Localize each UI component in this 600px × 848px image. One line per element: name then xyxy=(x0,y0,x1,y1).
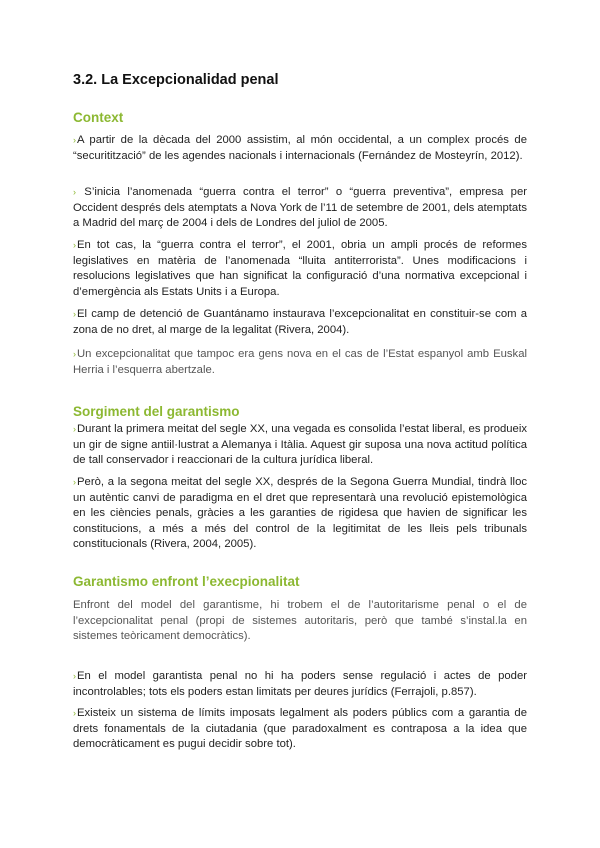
bullet-arrow-icon: › xyxy=(73,671,76,681)
bullet-arrow-icon: › xyxy=(73,424,76,434)
bullet-arrow-icon: › xyxy=(73,135,76,145)
paragraph: › S’inicia l’anomenada “guerra contra el terror” o “guerra preventiva”, empresa per Occident després dels atemptats a Nova York de l’11 de setembre de 2001, dels atemptats a Madrid del març de 2004 i dels de Londres del juliol de 2005. xyxy=(73,186,527,230)
bullet-arrow-icon: › xyxy=(73,708,76,718)
paragraph: ›El camp de detenció de Guantánamo instaurava l’excepcionalitat en constituir-se com a zona de no dret, al marge de la legalitat (Rivera, 2004). xyxy=(73,308,527,336)
bullet-arrow-icon: › xyxy=(73,477,76,487)
intro-paragraph: Enfront del model del garantisme, hi trobem el de l’autoritarisme penal o el de l’excepcionalitat penal (propi de sistemes autoritaris, però que també s’instal.la en sistemes teòricament democràtics). xyxy=(73,599,527,643)
heading-context: Context xyxy=(73,110,124,125)
paragraph: ›Durant la primera meitat del segle XX, una vegada es consolida l’estat liberal, es produeix un gir de signe antiil·lustrat a Alemanya i Itàlia. Aquest gir suposa una nova actitud política de tall conservador i reaccionari de la cultura jurídica liberal. xyxy=(73,423,527,467)
heading-sorgiment: Sorgiment del garantismo xyxy=(73,404,240,419)
bullet-arrow-icon: › xyxy=(73,240,76,250)
bullet-arrow-icon: › xyxy=(73,309,76,319)
paragraph: ›En tot cas, la “guerra contra el terror”, el 2001, obria un ampli procés de reformes legislatives en matèria de l’anomenada “lluita antiterrorista”. Unes modificacions i resolucions legislatives que han significat la configuració d’una normativa excepcional i d’emergència als Estats Units i a Europa. xyxy=(73,239,527,298)
paragraph: ›Un excepcionalitat que tampoc era gens nova en el cas de l’Estat espanyol amb Euskal Herria i l’esquerra abertzale. xyxy=(73,348,527,376)
paragraph: ›Però, a la segona meitat del segle XX, després de la Segona Guerra Mundial, tindrà lloc un autèntic canvi de paradigma en el dret que representarà una revolució epistemològica en les ciències penals, gràcies a les garanties de rigidesa que havien de significar les constitucions, a més a més del control de la legitimitat de les lleis pels tribunals constitucionals (Rivera, 2004, 2005). xyxy=(73,476,527,551)
bullet-arrow-icon: › xyxy=(73,349,76,359)
paragraph: ›En el model garantista penal no hi ha poders sense regulació i actes de poder incontrolables; tots els poders estan limitats per deures jurídics (Ferrajoli, p.857). xyxy=(73,670,527,698)
bullet-arrow-icon: › xyxy=(73,187,76,197)
section-title: 3.2. La Excepcionalidad penal xyxy=(73,72,279,88)
heading-garantismo-enfront: Garantismo enfront l’execpionalitat xyxy=(73,574,300,589)
paragraph: ›A partir de la dècada del 2000 assistim, al món occidental, a un complex procés de “securitització” de les agendes nacionals i internacionals (Fernández de Mosteyrín, 2012). xyxy=(73,134,527,162)
paragraph: ›Existeix un sistema de límits imposats legalment als poders públics com a garantia de drets fonamentals de la ciutadania (que paradoxalment es contraposa a la idea que democràticament es pugui decidir sobre tot). xyxy=(73,707,527,751)
